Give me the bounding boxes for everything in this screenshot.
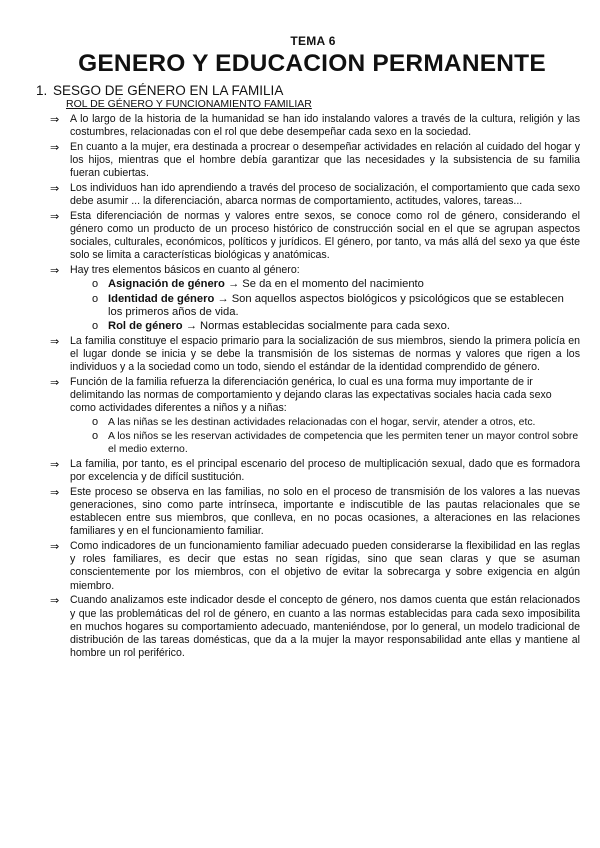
sub-list-item [92,278,580,291]
item-text: A lo largo de la historia de la humanidad se han ido instalando valores a través de la cultura, religión y las costumbres, relacionadas con el rol que debe desempeñar cada sexo en la sociedad. [70,113,580,139]
subsection-heading: ROL DE GÉNERO Y FUNCIONAMIENTO FAMILIAR [66,98,312,110]
item-text: Como indicadores de un funcionamiento familiar adecuado pueden considerarse la flexibilidad en las reglas y roles familiares, es decir que estas no sean rígidas, sino que sean claras y que se asuman conscientemente por los miembros, con el objetivo de evitar la sobrecarga y sobre exigencia en algún miembro. [70,540,580,592]
arrow-icon: ⇒ [50,264,60,278]
sub-item-term: Asignación de género [108,278,225,291]
bullet-icon: o [92,416,99,429]
sub-item-term: Identidad de género [108,292,215,305]
item-list [36,113,580,660]
sub-item-separator: → [224,278,243,291]
sub-item-desc: Son aquellos aspectos biológicos y psicológicos que se establecen los primeros años de vida. [108,292,564,318]
list-item [50,182,580,208]
topic-label: TEMA 6 [290,34,336,48]
item-text: La familia constituye el espacio primario para la socialización de sus miembros, siendo la primera policía en el lugar donde se inicia y se debe la transmisión de los sistemas de normas y valores que rigen a los individuos y a la sociedad como un todo, siendo el estándar de la identidad comprendido de género. [70,334,580,374]
sub-item-term: Rol de género [108,319,183,332]
bullet-icon: o [92,430,99,443]
item-text: Función de la familia refuerza la diferenciación genérica, lo cual es una forma muy importante de ir delimitando las normas de comportamiento y dejando claras las expectativas sociales hacia cada sexo como actividades diferentes a niños y a niñas: [70,376,552,415]
sub-list-item [92,320,580,333]
sub-list [70,416,580,456]
item-text: En cuanto a la mujer, era destinada a procrear o desempeñar actividades en relación al cuidado del hogar y los hijos, mientras que el hombre debía garantizar que las necesidades y la subsistencia de su familia fueran cubiertas. [70,140,580,180]
arrow-icon: ⇒ [50,113,60,126]
section-title: SESGO DE GÉNERO EN LA FAMILIA [53,83,284,98]
list-item [50,486,580,538]
arrow-icon: ⇒ [50,376,60,389]
arrow-icon: ⇒ [50,458,60,472]
sub-list-item [92,430,580,456]
sub-list-item [92,416,580,429]
sub-item-text: A los niños se les reservan actividades de competencia que les permiten tener un mayor control sobre el medio externo. [108,431,579,456]
page-title: GENERO Y EDUCACION PERMANENTE [78,50,546,77]
list-item [50,113,580,139]
list-item [50,594,580,659]
list-item [50,458,580,484]
bullet-icon: o [92,292,99,305]
item-text: Esta diferenciación de normas y valores entre sexos, se conoce como rol de género, considerando el género como un producto de un proceso histórico de construcción social en el que se agrupan aspectos sociales, culturales, económicos, políticos y jurídicos. El género, por tanto, va más allá del sexo ya que éste solo se limita a características biológicas y anatómicas. [70,210,580,262]
arrow-icon: ⇒ [50,540,60,554]
sub-list-item [92,293,580,319]
bullet-icon: o [92,278,99,291]
arrow-icon: ⇒ [50,210,60,224]
list-item [50,540,580,592]
item-text: Cuando analizamos este indicador desde el concepto de género, nos damos cuenta que están relacionados y que las problemáticas del rol de género, en cuanto a las normas establecidas para cada sexo imposibilita en muchos hogares su comportamiento adecuado, manteniéndose, por lo general, un modelo tradicional de distribución de las tareas domésticas, que da a la mujer la mayor responsabilidad ante ellas y mantiene al hombre un rol periférico. [70,594,580,659]
item-text: Los individuos han ido aprendiendo a través del proceso de socialización, el comportamiento que cada sexo debe asumir ... la diferenciación, abarca normas de comportamiento, actitudes, valores, tareas... [70,182,580,208]
list-item [50,210,580,262]
list-item [50,264,580,333]
list-item [50,335,580,374]
arrow-icon: ⇒ [50,140,60,154]
arrow-icon: ⇒ [50,334,60,348]
section-heading [36,83,580,98]
sub-item-separator: → [182,319,200,332]
sub-item-separator: → [214,292,232,305]
sub-item-desc: Se da en el momento del nacimiento [242,278,424,291]
item-text: Hay tres elementos básicos en cuanto al género: [70,264,300,277]
sub-item-desc: Normas establecidas socialmente para cada sexo. [200,319,450,332]
arrow-icon: ⇒ [50,594,60,608]
item-text: Este proceso se observa en las familias, no solo en el proceso de transmisión de los valores a las nuevas generaciones, sino como parte intrínseca, importante e indiscutible de las pautas relacionales que se establecen entre sus miembros, que conlleva, en no pocas ocasiones, a alteraciones en las relaciones familiares y en el funcionamiento familiar. [70,486,580,538]
sub-list [70,278,580,333]
list-item [50,376,580,456]
arrow-icon: ⇒ [50,182,60,196]
sub-item-text: A las niñas se les destinan actividades relacionadas con el hogar, servir, atender a otros, etc. [108,417,536,429]
arrow-icon: ⇒ [50,486,60,500]
bullet-icon: o [92,319,99,332]
item-text: La familia, por tanto, es el principal escenario del proceso de multiplicación sexual, dado que es formadora por excelencia y de difícil sustitución. [70,458,580,484]
list-item [50,141,580,180]
section-number: 1. [36,83,48,98]
